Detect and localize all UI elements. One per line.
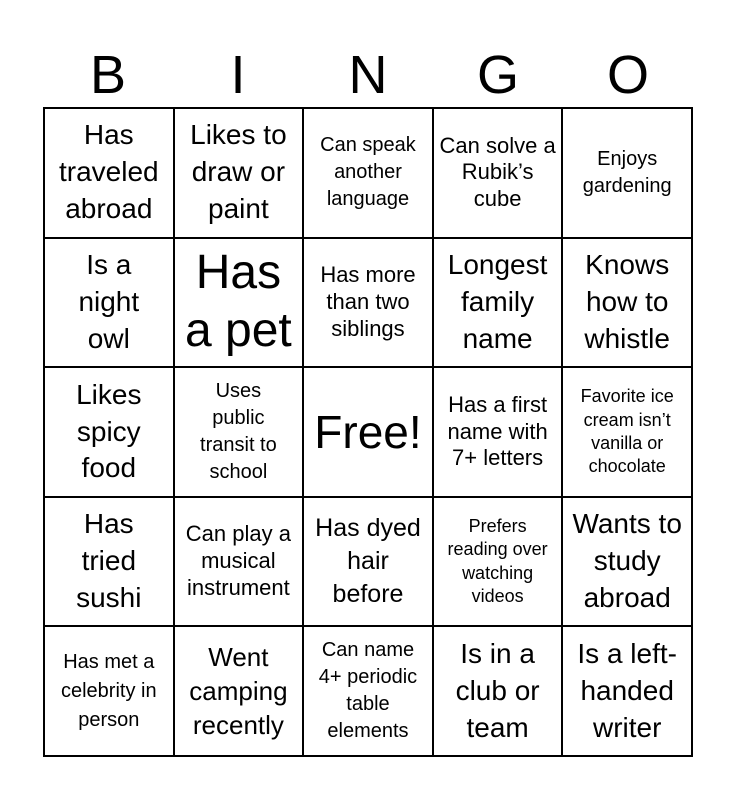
bingo-cell[interactable] <box>303 108 433 238</box>
bingo-cell[interactable] <box>44 626 174 756</box>
bingo-cell[interactable] <box>433 367 563 497</box>
header-letter-n: N <box>348 45 388 105</box>
bingo-cell[interactable] <box>562 626 692 756</box>
cell-text: Can play a musical instrument <box>185 521 291 600</box>
bingo-board <box>43 107 693 757</box>
bingo-cell[interactable] <box>44 108 174 238</box>
cell-text: Likes spicy food <box>76 378 142 484</box>
header-letter-i: I <box>230 45 246 105</box>
cell-text: Has a pet <box>185 245 292 358</box>
cell-text: Is a left-handed writer <box>577 637 677 743</box>
cell-text: Enjoys gardening <box>582 147 672 197</box>
bingo-cell[interactable] <box>174 238 304 368</box>
cell-text: Is a night owl <box>78 248 140 354</box>
cell-text: Can solve a Rubik’s cube <box>439 132 556 212</box>
cell-text: Favorite ice cream isn’t vanilla or chocolate <box>580 386 674 477</box>
bingo-header <box>43 42 693 108</box>
bingo-cell[interactable] <box>174 497 304 627</box>
cell-text: Likes to draw or paint <box>190 119 287 225</box>
header-letter-b: B <box>89 45 127 105</box>
header-letter-o: O <box>606 45 649 105</box>
bingo-cell[interactable] <box>303 367 433 497</box>
bingo-cell[interactable] <box>174 367 304 497</box>
cell-text: Has traveled abroad <box>58 119 159 225</box>
cell-text: Can speak another language <box>320 134 416 211</box>
bingo-cell[interactable] <box>174 626 304 756</box>
bingo-cell[interactable] <box>562 108 692 238</box>
cell-text: Has a first name with 7+ letters <box>447 391 548 471</box>
cell-text: Went camping recently <box>189 641 288 741</box>
cell-text: Wants to study abroad <box>572 508 682 614</box>
bingo-cell[interactable] <box>433 497 563 627</box>
bingo-cell[interactable] <box>562 497 692 627</box>
header-letter-g: G <box>476 45 519 105</box>
cell-text: Longest family name <box>447 248 548 354</box>
bingo-cell[interactable] <box>303 626 433 756</box>
bingo-cell[interactable] <box>562 367 692 497</box>
bingo-cell[interactable] <box>562 238 692 368</box>
bingo-cell[interactable] <box>44 238 174 368</box>
cell-text: Has met a celebrity in person <box>60 650 157 731</box>
cell-text: Is in a club or team <box>455 637 540 743</box>
bingo-cell[interactable] <box>303 238 433 368</box>
bingo-cell[interactable] <box>44 497 174 627</box>
bingo-cell[interactable] <box>174 108 304 238</box>
cell-text: Uses public transit to school <box>200 379 277 483</box>
cell-text: Has more than two siblings <box>320 262 416 341</box>
bingo-cell[interactable] <box>433 626 563 756</box>
cell-text: Has tried sushi <box>76 508 142 614</box>
bingo-cell[interactable] <box>44 367 174 497</box>
bingo-cell[interactable] <box>433 108 563 238</box>
cell-text: Has dyed hair before <box>315 514 421 609</box>
cell-text: Can name 4+ periodic table elements <box>318 639 418 743</box>
cell-text: Free! <box>314 405 422 458</box>
cell-text: Knows how to whistle <box>584 248 670 354</box>
bingo-cell[interactable] <box>303 497 433 627</box>
cell-text: Prefers reading over watching videos <box>447 515 548 606</box>
bingo-cell[interactable] <box>433 238 563 368</box>
